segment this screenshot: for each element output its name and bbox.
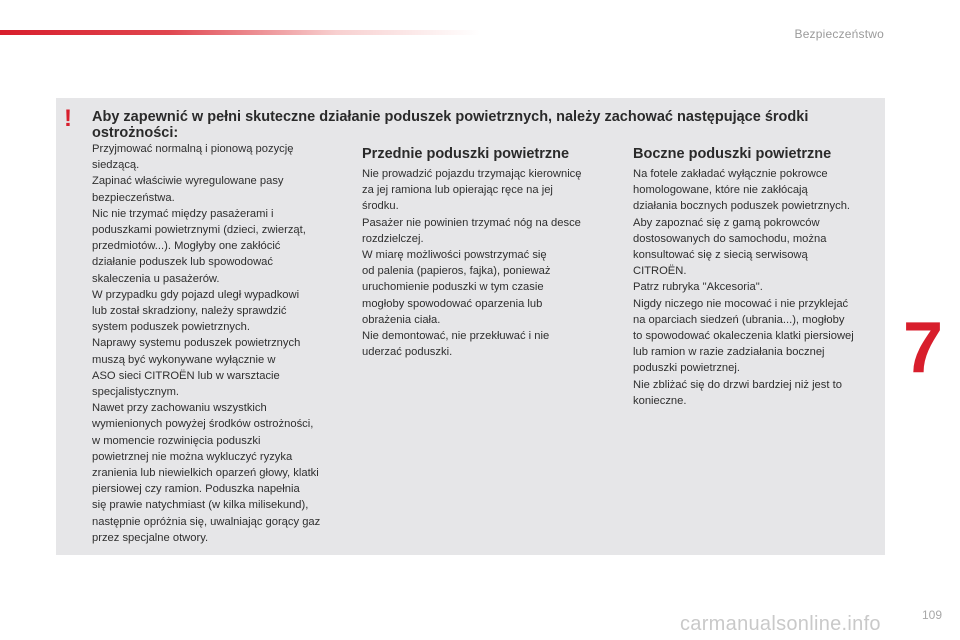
text-line: Pasażer nie powinien trzymać nóg na desce — [362, 216, 581, 229]
text-line: wymienionych powyżej środków ostrożności, — [92, 418, 314, 431]
text-line: następnie opróżnia się, uwalniając gorący gaz — [92, 515, 321, 528]
text-line: obrażenia ciała. — [362, 313, 441, 326]
text-line: Nic nie trzymać między pasażerami i — [92, 207, 274, 220]
chapter-number: 7 — [903, 308, 944, 388]
text-line: poduszkami powietrznymi (dzieci, zwierząt, — [92, 224, 306, 237]
text-line: środku. — [362, 200, 399, 213]
text-line: Naprawy systemu poduszek powietrznych — [92, 337, 301, 350]
text-line: mogłoby spowodować oparzenia lub — [362, 297, 543, 310]
text-line: dostosowanych do samochodu, można — [633, 232, 827, 245]
text-line: uruchomienie poduszki w tym czasie — [362, 281, 544, 294]
text-line: konsultować się z siecią serwisową — [633, 249, 808, 262]
text-line: Nie zbliżać się do drzwi bardziej niż jest to — [633, 378, 842, 391]
exclamation-icon: ! — [64, 105, 72, 132]
text-line: Nie prowadzić pojazdu trzymając kierownicę — [362, 168, 582, 180]
text-line: w momencie rozwinięcia poduszki — [92, 434, 261, 447]
text-line: działanie poduszek lub spowodować — [92, 256, 273, 269]
page-number: 109 — [921, 608, 942, 622]
text-line: lub został skradziony, należy sprawdzić — [92, 305, 287, 318]
text-line: Na fotele zakładać wyłącznie pokrowce — [633, 168, 828, 180]
text-line: Nie demontować, nie przekłuwać i nie — [362, 330, 550, 343]
text-line: konieczne. — [633, 394, 687, 407]
text-line: skaleczenia u pasażerów. — [92, 272, 220, 285]
general-precautions-column — [92, 141, 354, 546]
text-line: CITROËN. — [633, 265, 687, 278]
text-line: muszą być wykonywane wyłącznie w — [92, 353, 276, 366]
text-line: siedzącą. — [92, 159, 140, 172]
text-line: system poduszek powietrznych. — [92, 321, 250, 334]
text-line: zranienia lub niewielkich oparzeń głowy, klatki — [92, 467, 319, 480]
text-line: W przypadku gdy pojazd uległ wypadkowi — [92, 288, 300, 301]
header-accent-bar — [0, 30, 480, 35]
warning-title: Aby zapewnić w pełni skuteczne działanie poduszek powietrznych, należy zachować następujące środki ostrożności: — [92, 109, 809, 141]
text-line: lub ramion w razie zadziałania bocznej — [633, 346, 825, 359]
text-line: uderzać poduszki. — [362, 346, 453, 359]
text-line: Patrz rubryka "Akcesoria". — [633, 281, 763, 294]
text-line: W miarę możliwości powstrzymać się — [362, 249, 547, 262]
section-title: Bezpieczeństwo — [794, 27, 884, 41]
text-line: się prawie natychmiast (w kilka milisekund), — [92, 499, 309, 512]
text-line: za jej ramiona lub opierając ręce na jej — [362, 184, 553, 197]
text-line: Aby zapoznać się z gamą pokrowców — [633, 216, 820, 229]
text-line: piersiowej czy ramion. Poduszka napełnia — [92, 483, 300, 496]
text-line: przedmiotów...). Mogłyby one zakłócić — [92, 240, 281, 253]
text-line: specjalistycznym. — [92, 386, 180, 399]
watermark: carmanualsonline.info — [680, 613, 881, 635]
text-line: to spowodować okaleczenia klatki piersiowej — [633, 330, 854, 343]
text-line: Nigdy niczego nie mocować i nie przyklejać — [633, 297, 849, 310]
text-line: od palenia (papieros, fajka), ponieważ — [362, 265, 551, 278]
front-airbags-column — [362, 166, 612, 360]
text-line: Nawet przy zachowaniu wszystkich — [92, 402, 267, 415]
text-line: bezpieczeństwa. — [92, 191, 175, 204]
text-line: powietrznej nie można wykluczyć ryzyka — [92, 450, 293, 463]
text-line: działania bocznych poduszek powietrznych. — [633, 200, 851, 213]
text-line: poduszki powietrznej. — [633, 362, 740, 375]
text-line: przez specjalne otwory. — [92, 531, 209, 544]
text-line: ASO sieci CITROËN lub w warsztacie — [92, 369, 280, 382]
side-airbags-column — [633, 166, 883, 409]
text-line: rozdzielczej. — [362, 232, 424, 245]
front-airbags-heading: Przednie poduszki powietrzne — [362, 146, 570, 162]
text-line: Przyjmować normalną i pionową pozycję — [92, 143, 294, 155]
text-line: homologowane, które nie zakłócają — [633, 184, 808, 197]
text-line: Zapinać właściwie wyregulowane pasy — [92, 175, 284, 188]
text-line: na oparciach siedzeń (ubrania...), mogłoby — [633, 313, 845, 326]
side-airbags-heading: Boczne poduszki powietrzne — [633, 146, 832, 162]
